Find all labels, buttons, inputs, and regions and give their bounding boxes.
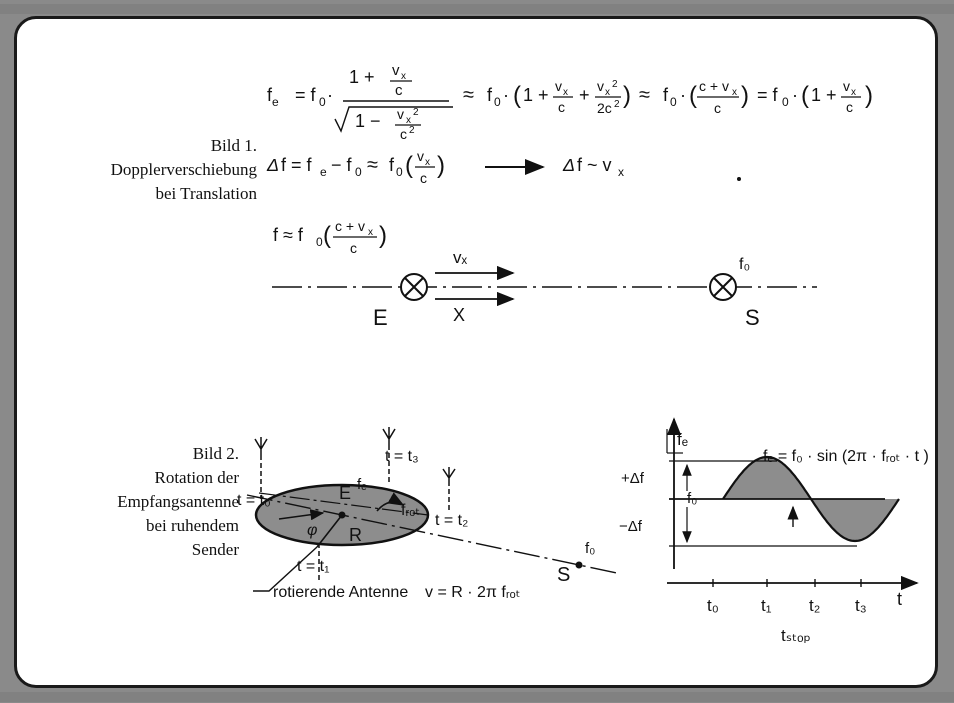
sender-S-symbol (710, 274, 736, 300)
delta-f-equation (266, 148, 741, 186)
svg-text:c + v: c + v (699, 78, 729, 94)
svg-text:f: f (389, 155, 395, 175)
plus-delta-f: +Δf (621, 470, 644, 487)
svg-text:x: x (851, 87, 856, 98)
svg-text:f ≈ f: f ≈ f (273, 225, 303, 245)
svg-text:2: 2 (409, 125, 415, 136)
svg-text:·: · (680, 85, 686, 105)
svg-text:0: 0 (355, 165, 362, 179)
svg-text:·: · (792, 85, 798, 105)
label-X: X (453, 305, 466, 325)
figure-canvas (17, 19, 935, 685)
rotation-diagram (237, 427, 617, 601)
negative-half-wave (811, 499, 899, 541)
label-t0: t = t₀ (237, 492, 271, 509)
sender-point (576, 562, 583, 569)
doppler-equation (267, 62, 873, 142)
svg-text:x: x (406, 115, 411, 126)
svg-text:≈: ≈ (639, 84, 650, 106)
fig2-caption-line: Bild 2. (192, 444, 239, 463)
center-point (339, 512, 346, 519)
label-fe: fₑ (357, 476, 367, 493)
svg-text:0: 0 (494, 95, 501, 109)
svg-text:Δ: Δ (267, 155, 280, 175)
svg-text:2c: 2c (597, 100, 612, 116)
time-tick-label: t₀ (707, 596, 719, 615)
label-phi: φ (307, 522, 318, 539)
svg-text:): ) (379, 222, 387, 249)
axis-t-label: t (897, 589, 903, 609)
svg-text:x: x (401, 71, 406, 82)
svg-text:): ) (741, 82, 749, 109)
fig1-caption-line: Bild 1. (210, 136, 257, 155)
tstop-label: tₛₜₒₚ (781, 626, 811, 645)
eq-dot: · (327, 85, 333, 105)
figure-panel (14, 16, 938, 688)
svg-text:+: + (579, 85, 590, 105)
svg-text:v: v (397, 106, 404, 122)
svg-text:x: x (425, 157, 430, 168)
background-text-line (0, 4, 954, 14)
svg-text:(: ( (801, 82, 809, 109)
svg-text:≈: ≈ (367, 154, 378, 176)
fig1-caption-line: bei Translation (155, 184, 257, 203)
svg-text:(: ( (323, 222, 331, 249)
svg-text:c: c (558, 99, 565, 115)
svg-text:1 +: 1 + (523, 85, 549, 105)
svg-text:c: c (350, 240, 357, 256)
fig2-caption-line: Sender (191, 540, 239, 559)
svg-text:1 +: 1 + (811, 85, 837, 105)
fig2-caption-line: bei ruhendem (146, 516, 239, 535)
fig1-caption-line: Dopplerverschiebung (110, 160, 257, 179)
svg-text:(: ( (689, 82, 697, 109)
svg-text:(: ( (513, 82, 521, 109)
svg-text:f ~ v: f ~ v (577, 155, 612, 175)
antenna-caption: rotierende Antenne (273, 584, 409, 601)
svg-text:c: c (395, 82, 403, 99)
background-text-line (0, 692, 954, 702)
svg-text:1 −: 1 − (355, 111, 381, 131)
svg-text:0: 0 (782, 95, 789, 109)
svg-text:− f: − f (331, 155, 352, 175)
svg-text:2: 2 (612, 79, 618, 90)
antenna-icon (255, 437, 267, 499)
svg-text:e: e (320, 165, 327, 179)
graph-formula: fₑ = f₀ · sin (2π · fᵣₒₜ · t ) (763, 448, 929, 465)
fig1-caption (111, 136, 258, 203)
svg-text:x: x (605, 87, 610, 98)
fig2-caption-line: Empfangsantenne (117, 492, 239, 511)
svg-text:): ) (623, 82, 631, 109)
label-t3: t = t₃ (385, 448, 419, 465)
eq-numerator: 1 + (349, 67, 375, 87)
time-tick-label: t₂ (809, 596, 821, 615)
time-tick-label: t₁ (761, 596, 772, 615)
svg-text:≈: ≈ (463, 84, 474, 106)
eq-fe-symbol: $f_e$ (267, 85, 279, 109)
svg-text:v: v (555, 78, 562, 94)
svg-text:): ) (437, 152, 445, 179)
label-S: S (745, 305, 760, 330)
svg-text:x: x (563, 87, 568, 98)
translation-diagram (272, 248, 817, 330)
eq-vx: v (392, 62, 400, 79)
label-E: E (373, 305, 388, 330)
svg-text:c + v: c + v (335, 218, 365, 234)
svg-text:x: x (618, 165, 624, 179)
minus-delta-f: −Δf (619, 518, 642, 535)
label-frot: fᵣₒₜ (401, 502, 421, 519)
svg-text:(: ( (405, 152, 413, 179)
label-f0-2: f₀ (585, 540, 596, 557)
svg-text:0: 0 (396, 165, 403, 179)
svg-text:Δ: Δ (563, 155, 576, 175)
svg-text:2: 2 (413, 107, 419, 118)
graph-f0: f₀ (687, 490, 698, 507)
eq-sqrt (335, 107, 453, 131)
svg-text:v: v (597, 78, 604, 94)
label-E2: E (339, 483, 352, 503)
svg-text:x: x (732, 87, 737, 98)
svg-text:c: c (400, 126, 407, 142)
fig2-caption-line: Rotation der (154, 468, 239, 487)
label-vx: vₓ (453, 248, 468, 267)
label-t1: t = t₁ (297, 558, 330, 575)
svg-text:2: 2 (614, 99, 620, 110)
svg-text:= f: = f (757, 85, 778, 105)
fig2-caption (117, 444, 239, 559)
time-ticks (707, 579, 867, 615)
svg-text:·: · (503, 85, 509, 105)
velocity-formula: v = R · 2π fᵣₒₜ (425, 584, 521, 601)
svg-text:f = f: f = f (281, 155, 312, 175)
svg-text:v: v (843, 78, 850, 94)
label-R: R (349, 525, 362, 545)
frequency-time-graph (619, 419, 929, 645)
svg-text:f: f (487, 85, 493, 105)
eq-equals: = f (295, 85, 316, 105)
time-tick-label: t₃ (855, 596, 867, 615)
eq-sub: 0 (319, 95, 326, 109)
label-S2: S (557, 564, 571, 586)
receiver-E-symbol (401, 274, 427, 300)
svg-text:): ) (865, 82, 873, 109)
svg-text:0: 0 (670, 95, 677, 109)
label-f0: f₀ (739, 256, 751, 273)
svg-text:x: x (368, 227, 373, 238)
svg-text:c: c (420, 170, 427, 186)
svg-text:v: v (417, 148, 424, 164)
graph-fe-label: fₑ (677, 430, 689, 449)
f-approx-equation (273, 218, 387, 256)
antenna-icon (443, 467, 455, 511)
svg-text:f: f (663, 85, 669, 105)
svg-text:c: c (846, 99, 853, 115)
svg-text:c: c (714, 100, 721, 116)
label-t2: t = t₂ (435, 512, 469, 529)
svg-text:0: 0 (316, 235, 323, 249)
